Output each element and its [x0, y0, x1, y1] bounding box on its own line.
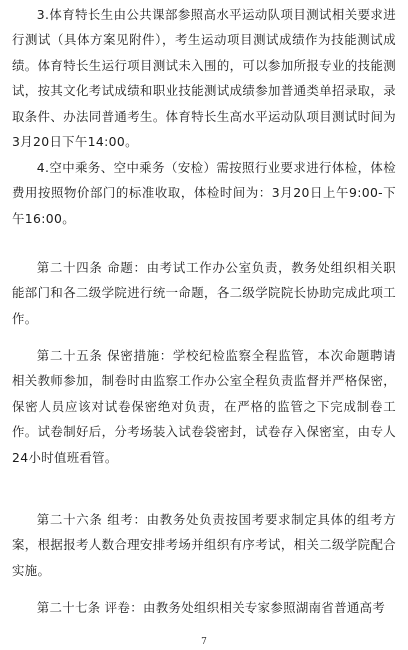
paragraph-article-24-question-setting: 第二十四条 命题：由考试工作办公室负责，教务处组织相关职能部门和各二级学院进行统一命题，各二级学院院长协助完成此项工作。	[12, 260, 396, 326]
paragraph-article-26-exam-organization: 第二十六条 组考：由教务处负责按国考要求制定具体的组考方案，根据报考人数合理安排考场并组织有序考试，相关二级学院配合实施。	[12, 512, 396, 578]
paragraph-flight-attendant-medical-exam: 4.空中乘务、空中乘务（安检）需按照行业要求进行体检，体检费用按照物价部门的标准收取，体检时间为：3月20日上午9:00-下午16:00。	[12, 160, 396, 226]
paragraph-article-25-confidentiality: 第二十五条 保密措施：学校纪检监察全程监管，本次命题聘请相关教师参加，制卷时由监察工作办公室全程负责监督并严格保密，保密人员应该对试卷保密绝对负责，在严格的监管之下完成制卷工作。试卷制好后，分考场装入试卷袋密封，试卷存入保密室，由专人24小时值班看管。	[12, 348, 396, 465]
page-number: 7	[201, 637, 207, 647]
paragraph-sports-specialty-students: 3.体育特长生由公共课部参照高水平运动队项目测试相关要求进行测试（具体方案见附件），考生运动项目测试成绩作为技能测试成绩。体育特长生运行项目测试未入围的，可以参加所报专业的技能测试，按其文化考试成绩和职业技能测试成绩参加普通类单招录取，录取条件、办法同普通考生。体育特长生高水平运动队项目测试时间为3月20日下午14:00。	[12, 7, 396, 150]
paragraph-article-27-grading: 第二十七条 评卷：由教务处组织相关专家参照湖南省普通高考	[36, 600, 386, 615]
